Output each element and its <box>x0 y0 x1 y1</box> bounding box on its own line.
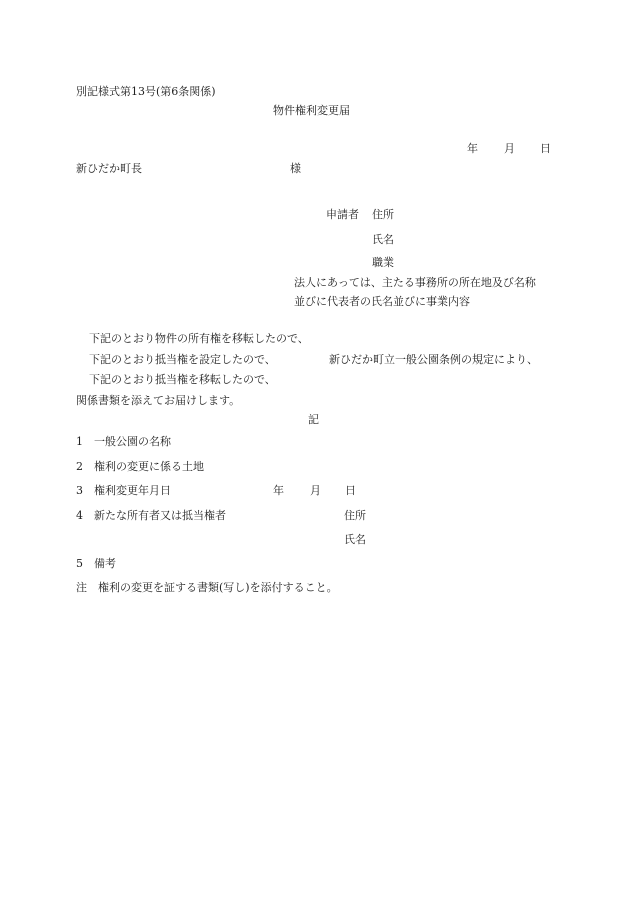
body-regulation-text: 新ひだか町立一般公園条例の規定により、 <box>329 353 538 366</box>
ki-heading: 記 <box>308 413 319 426</box>
item-change-date: 3 権利変更年月日 <box>76 484 171 497</box>
applicant-address-label: 住所 <box>372 208 394 221</box>
applicant-label: 申請者 <box>326 208 359 221</box>
body-option-ownership-transfer: 下記のとおり物件の所有権を移転したので、 <box>89 332 309 345</box>
item-new-owner-address-label: 住所 <box>344 509 366 522</box>
item-land: 2 権利の変更に係る土地 <box>76 460 204 473</box>
document-title: 物件権利変更届 <box>273 104 350 117</box>
applicant-name-label: 氏名 <box>372 233 394 246</box>
item-new-owner-name-label: 氏名 <box>344 533 366 546</box>
form-label: 別記様式第13号(第6条関係) <box>76 85 216 98</box>
item-change-date-month: 月 <box>310 484 321 497</box>
item-park-name: 1 一般公園の名称 <box>76 435 171 448</box>
addressee-honorific: 様 <box>290 162 301 175</box>
date-month: 月 <box>504 142 515 155</box>
item-new-owner: 4 新たな所有者又は抵当権者 <box>76 509 226 522</box>
body-option-mortgage-transfer: 下記のとおり抵当権を移転したので、 <box>89 373 276 386</box>
item-change-date-day: 日 <box>345 484 356 497</box>
item-remarks: 5 備考 <box>76 557 116 570</box>
applicant-occupation-label: 職業 <box>372 256 394 269</box>
date-year: 年 <box>467 142 478 155</box>
corporate-note-line2: 並びに代表者の氏名並びに事業内容 <box>294 295 470 308</box>
corporate-note-line1: 法人にあっては、主たる事務所の所在地及び名称 <box>294 276 536 289</box>
item-change-date-year: 年 <box>273 484 284 497</box>
date-day: 日 <box>540 142 551 155</box>
body-option-mortgage-set: 下記のとおり抵当権を設定したので、 <box>89 353 276 366</box>
body-closing: 関係書類を添えてお届けします。 <box>76 394 241 407</box>
addressee-name: 新ひだか町長 <box>76 162 142 175</box>
attachment-note: 注 権利の変更を証する書類(写し)を添付すること。 <box>76 581 338 594</box>
